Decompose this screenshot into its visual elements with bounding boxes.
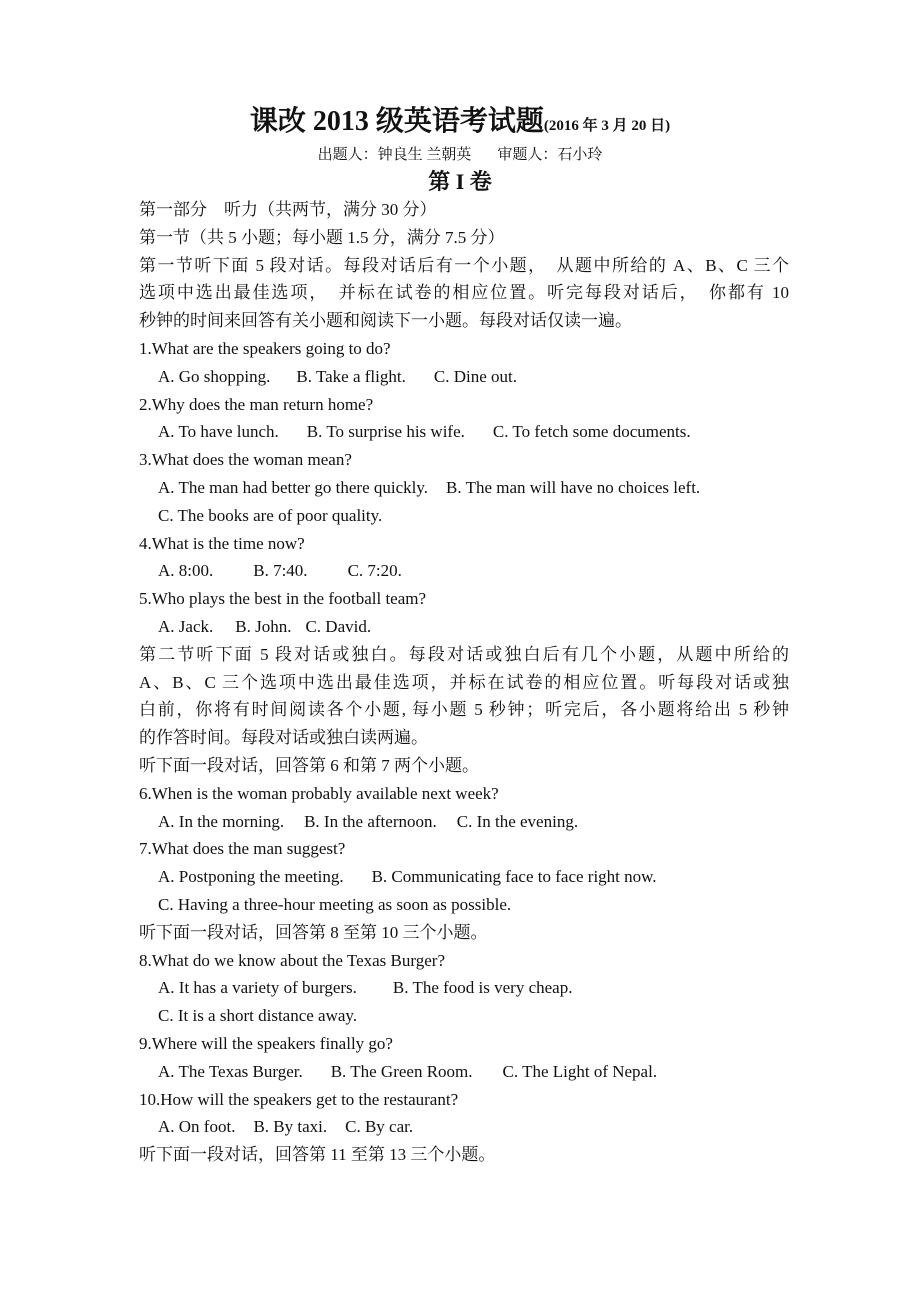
option-a: A. On foot. bbox=[158, 1117, 236, 1137]
volume-heading: 第 I 卷 bbox=[428, 169, 492, 194]
option-a: A. 8:00. bbox=[158, 561, 214, 581]
exam-date: (2016 年 3 月 20 日) bbox=[543, 118, 671, 134]
option-c: C. It is a short distance away. bbox=[158, 1006, 358, 1026]
option-c: C. By car. bbox=[345, 1117, 414, 1137]
question-stem: 7.What does the man suggest? bbox=[139, 839, 346, 859]
setters: 出题人：钟良生 兰朝英 bbox=[317, 147, 472, 163]
question-options bbox=[139, 808, 789, 836]
option-c: C. Dine out. bbox=[433, 366, 517, 386]
reviewer: 审题人：石小玲 bbox=[497, 147, 603, 163]
question-options bbox=[139, 363, 789, 391]
option-b: B. Take a flight. bbox=[296, 366, 406, 386]
exam-title bbox=[0, 104, 920, 144]
exam-body bbox=[139, 196, 789, 1169]
question-options bbox=[139, 613, 789, 641]
section2-instruction-line: 的作答时间。每段对话或独白读两遍。 bbox=[139, 728, 428, 748]
dialogue-lead: 听下面一段对话，回答第 8 至第 10 三个小题。 bbox=[139, 922, 488, 942]
question-stem: 10.How will the speakers get to the restaurant? bbox=[139, 1089, 459, 1109]
section1-heading: 第一节（共 5 小题；每小题 1.5 分，满分 7.5 分） bbox=[139, 227, 505, 247]
part-heading: 第一部分 听力（共两节，满分 30 分） bbox=[139, 200, 437, 219]
question-options bbox=[139, 418, 789, 446]
question-options bbox=[139, 1002, 789, 1030]
section1-instruction-line: 秒钟的时间来回答有关小题和阅读下一小题。每段对话仅读一遍。 bbox=[139, 311, 632, 331]
section1-instruction-line: 选项中选出最佳选项， 并标在试卷的相应位置。听完每段对话后， 你都有 10 bbox=[139, 283, 789, 303]
option-c: C. The books are of poor quality. bbox=[158, 505, 383, 525]
option-a: A. The Texas Burger. bbox=[158, 1061, 303, 1081]
question-stem: 1.What are the speakers going to do? bbox=[139, 338, 391, 358]
option-a: A. Postponing the meeting. bbox=[158, 867, 344, 887]
question-stem: 8.What do we know about the Texas Burger? bbox=[139, 950, 445, 970]
option-b: B. To surprise his wife. bbox=[306, 422, 465, 442]
option-b: B. John. bbox=[235, 616, 292, 636]
option-b: B. The man will have no choices left. bbox=[446, 477, 701, 497]
option-c: C. David. bbox=[305, 616, 372, 636]
dialogue-lead: 听下面一段对话，回答第 6 和第 7 两个小题。 bbox=[139, 755, 479, 775]
question-options bbox=[139, 1113, 789, 1141]
option-b: B. The Green Room. bbox=[330, 1061, 473, 1081]
option-a: A. Jack. bbox=[158, 616, 214, 636]
section1-instruction-line: 第一节听下面 5 段对话。每段对话后有一个小题， 从题中所给的 A、B、C 三个 bbox=[139, 255, 789, 275]
question-stem: 9.Where will the speakers finally go? bbox=[139, 1033, 393, 1053]
authors-line bbox=[0, 144, 920, 166]
option-a: A. In the morning. bbox=[158, 811, 285, 831]
option-c: C. The Light of Nepal. bbox=[502, 1061, 658, 1081]
question-stem: 6.When is the woman probably available next week? bbox=[139, 783, 499, 803]
option-a: A. Go shopping. bbox=[158, 366, 271, 386]
question-stem: 5.Who plays the best in the football team? bbox=[139, 589, 427, 609]
title-text: 课改 2013 级英语考试题 bbox=[249, 106, 544, 137]
option-b: B. By taxi. bbox=[253, 1117, 328, 1137]
question-options bbox=[139, 474, 789, 502]
question-stem: 4.What is the time now? bbox=[139, 533, 305, 553]
section2-instruction-line: A、B、C 三个选项中选出最佳选项，并标在试卷的相应位置。听每段对话或独 bbox=[139, 672, 789, 692]
question-stem: 2.Why does the man return home? bbox=[139, 394, 374, 414]
question-options bbox=[139, 863, 789, 891]
option-c: C. In the evening. bbox=[456, 811, 579, 831]
option-a: A. To have lunch. bbox=[158, 422, 279, 442]
option-b: B. The food is very cheap. bbox=[392, 978, 573, 998]
option-a: A. It has a variety of burgers. bbox=[158, 978, 357, 998]
option-a: A. The man had better go there quickly. bbox=[158, 477, 429, 497]
option-b: B. In the afternoon. bbox=[304, 811, 437, 831]
section2-instruction-line: 白前，你将有时间阅读各个小题, 每小题 5 秒钟；听完后，各小题将给出 5 秒钟 bbox=[139, 700, 789, 720]
question-stem: 3.What does the woman mean? bbox=[139, 450, 352, 470]
question-options bbox=[139, 1058, 789, 1086]
option-c: C. 7:20. bbox=[347, 561, 402, 581]
section2-instruction-line: 第二节听下面 5 段对话或独白。每段对话或独白后有几个小题，从题中所给的 bbox=[139, 644, 789, 664]
question-options bbox=[139, 502, 789, 530]
question-options bbox=[139, 557, 789, 585]
option-b: B. Communicating face to face right now. bbox=[371, 867, 657, 887]
option-c: C. Having a three-hour meeting as soon as possible. bbox=[158, 894, 512, 914]
question-options bbox=[139, 891, 789, 919]
question-options bbox=[139, 974, 789, 1002]
option-b: B. 7:40. bbox=[253, 561, 308, 581]
dialogue-lead: 听下面一段对话，回答第 11 至第 13 三个小题。 bbox=[139, 1145, 496, 1165]
option-c: C. To fetch some documents. bbox=[492, 422, 691, 442]
